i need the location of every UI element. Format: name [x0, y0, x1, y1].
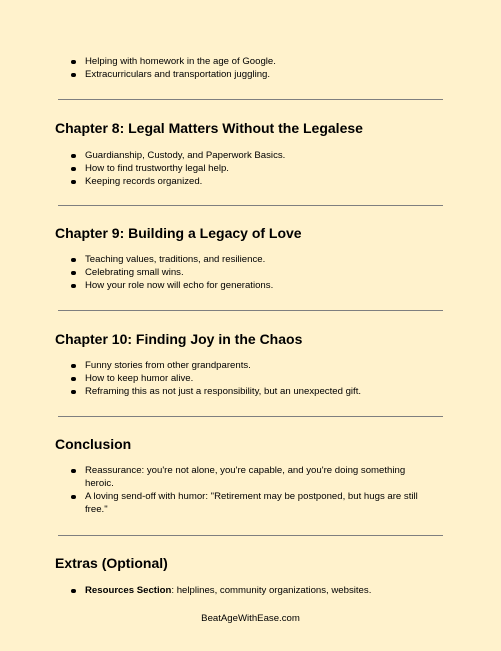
list-item: How your role now will echo for generations. — [85, 279, 445, 292]
list-item: Teaching values, traditions, and resilience. — [85, 253, 445, 266]
bullet-icon — [71, 271, 76, 276]
bullet-icon — [71, 469, 76, 474]
list-item: Helping with homework in the age of Google. — [85, 55, 445, 68]
chapter-9-list — [85, 253, 445, 292]
chapter-8-list — [85, 149, 445, 188]
list-item: Extracurriculars and transportation juggling. — [85, 68, 445, 81]
chapter-9-heading: Chapter 9: Building a Legacy of Love — [55, 225, 302, 241]
section-divider — [58, 310, 443, 311]
resources-term: Resources Section — [85, 585, 172, 596]
bullet-icon — [71, 60, 76, 65]
bullet-icon — [71, 180, 76, 185]
list-item: Funny stories from other grandparents. — [85, 359, 445, 372]
bullet-icon — [71, 364, 76, 369]
intro-list — [85, 55, 445, 81]
list-item: Resources Section: helplines, community organizations, websites. — [85, 584, 445, 597]
bullet-icon — [71, 284, 76, 289]
list-item: Reframing this as not just a responsibility, but an unexpected gift. — [85, 385, 445, 398]
conclusion-heading: Conclusion — [55, 436, 132, 452]
bullet-icon — [71, 154, 76, 159]
bullet-icon — [71, 390, 76, 395]
chapter-10-heading: Chapter 10: Finding Joy in the Chaos — [55, 331, 303, 347]
chapter-10-list — [85, 359, 445, 398]
bullet-icon — [71, 589, 76, 594]
footer-website: BeatAgeWithEase.com — [201, 613, 300, 624]
bullet-icon — [71, 73, 76, 78]
list-item: How to keep humor alive. — [85, 372, 445, 385]
chapter-8-heading: Chapter 8: Legal Matters Without the Legalese — [55, 120, 363, 136]
bullet-icon — [71, 377, 76, 382]
bullet-icon — [71, 258, 76, 263]
section-divider — [58, 535, 443, 536]
list-item: Celebrating small wins. — [85, 266, 445, 279]
bullet-icon — [71, 495, 76, 500]
list-item: A loving send-off with humor: "Retirement may be postponed, but hugs are still free." — [85, 490, 430, 516]
section-divider — [58, 99, 443, 100]
list-item: Keeping records organized. — [85, 175, 445, 188]
extras-list — [85, 584, 445, 597]
section-divider — [58, 205, 443, 206]
bullet-icon — [71, 167, 76, 172]
list-item: How to find trustworthy legal help. — [85, 162, 445, 175]
conclusion-list — [85, 464, 430, 516]
section-divider — [58, 416, 443, 417]
list-item: Guardianship, Custody, and Paperwork Basics. — [85, 149, 445, 162]
extras-heading: Extras (Optional) — [55, 555, 168, 571]
list-item: Reassurance: you're not alone, you're capable, and you're doing something heroic. — [85, 464, 430, 490]
